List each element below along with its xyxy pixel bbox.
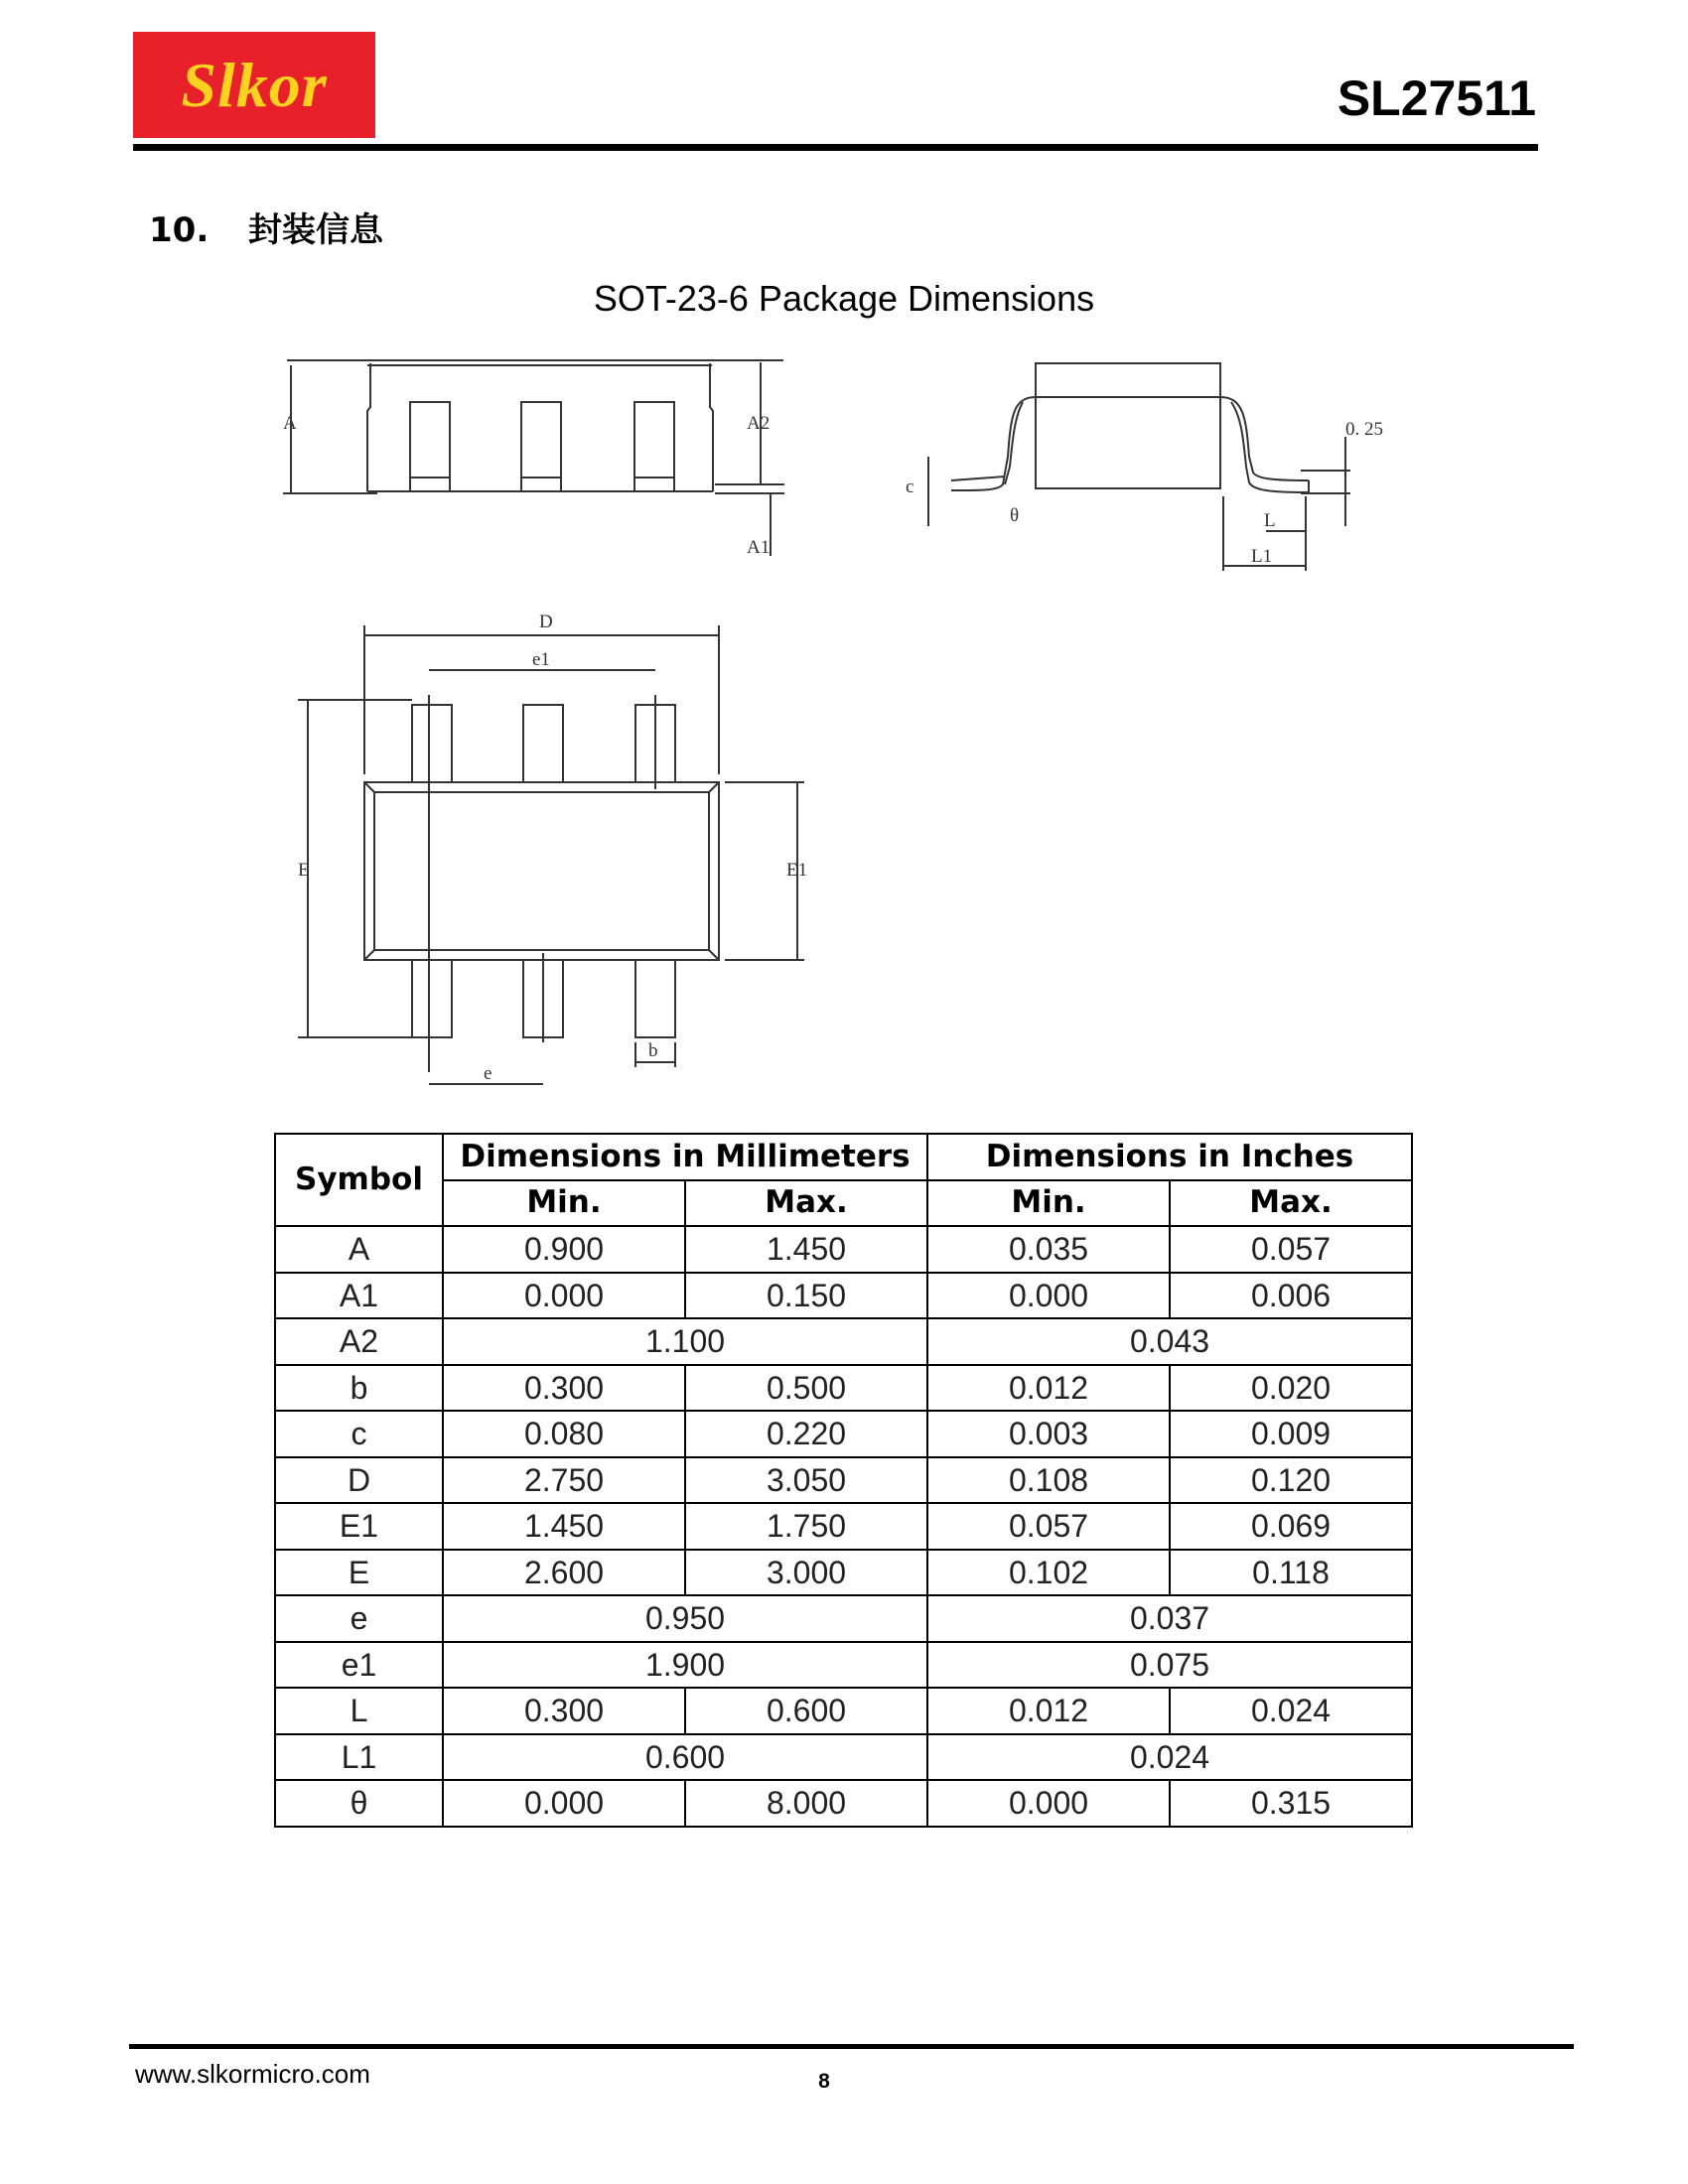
table-row: [275, 1273, 1412, 1319]
label-e1: e1: [532, 649, 550, 670]
in-min-cell: 0.057: [927, 1503, 1170, 1550]
symbol-cell: A2: [275, 1318, 443, 1365]
mm-max-cell: 3.050: [685, 1457, 927, 1504]
mm-min-cell: 2.750: [443, 1457, 685, 1504]
mm-nominal-cell: 1.900: [443, 1642, 927, 1689]
in-max-cell: 0.009: [1170, 1411, 1412, 1457]
label-theta: θ: [1010, 505, 1020, 526]
table-row: [275, 1734, 1412, 1781]
label-e: e: [484, 1063, 492, 1084]
in-nominal-cell: 0.024: [927, 1734, 1412, 1781]
mm-min-cell: 1.450: [443, 1503, 685, 1550]
label-E: E: [298, 860, 310, 881]
label-D: D: [539, 612, 553, 632]
top-view: [298, 625, 804, 1084]
table-header-row: [275, 1134, 1412, 1180]
in-min-cell: 0.000: [927, 1780, 1170, 1827]
in-min-cell: 0.012: [927, 1688, 1170, 1734]
slkor-logo: [133, 32, 375, 138]
symbol-cell: A: [275, 1226, 443, 1273]
mm-nominal-cell: 0.600: [443, 1734, 927, 1781]
symbol-cell: c: [275, 1411, 443, 1457]
symbol-cell: θ: [275, 1780, 443, 1827]
mm-min-cell: 0.900: [443, 1226, 685, 1273]
mm-max-cell: 0.150: [685, 1273, 927, 1319]
in-max-cell: 0.057: [1170, 1226, 1412, 1273]
in-nominal-cell: 0.037: [927, 1595, 1412, 1642]
footer-divider: [129, 2044, 1574, 2049]
in-nominal-cell: 0.043: [927, 1318, 1412, 1365]
symbol-cell: L: [275, 1688, 443, 1734]
table-subheader-row: [275, 1180, 1412, 1227]
table-row: [275, 1365, 1412, 1412]
table-row: [275, 1503, 1412, 1550]
mm-max-cell: 0.600: [685, 1688, 927, 1734]
table-row: [275, 1780, 1412, 1827]
table-row: [275, 1411, 1412, 1457]
mm-min-cell: 0.000: [443, 1780, 685, 1827]
part-number: SL27511: [1336, 70, 1536, 126]
footer-url: www.slkormicro.com: [135, 2059, 370, 2089]
label-L: L: [1264, 510, 1276, 531]
table-row: [275, 1550, 1412, 1596]
label-A1: A1: [747, 537, 771, 558]
symbol-cell: e1: [275, 1642, 443, 1689]
in-max-cell: 0.069: [1170, 1503, 1412, 1550]
in-max-cell: 0.315: [1170, 1780, 1412, 1827]
page-number: 8: [818, 2070, 830, 2093]
in-min-cell: 0.003: [927, 1411, 1170, 1457]
label-L1: L1: [1251, 546, 1273, 567]
table-row: [275, 1688, 1412, 1734]
package-drawing: [0, 338, 1688, 1102]
in-min-cell: 0.012: [927, 1365, 1170, 1412]
in-min-header: Min.: [927, 1180, 1170, 1227]
symbol-cell: L1: [275, 1734, 443, 1781]
section-title: 封装信息: [248, 210, 383, 250]
logo-text: Slkor: [181, 49, 328, 120]
table-row: [275, 1642, 1412, 1689]
header-divider: [133, 144, 1538, 151]
mm-header: Dimensions in Millimeters: [443, 1134, 927, 1180]
table-row: [275, 1318, 1412, 1365]
symbol-cell: D: [275, 1457, 443, 1504]
label-gauge: 0. 25: [1345, 419, 1383, 440]
mm-max-cell: 0.220: [685, 1411, 927, 1457]
mm-min-cell: 0.000: [443, 1273, 685, 1319]
mm-max-cell: 0.500: [685, 1365, 927, 1412]
mm-max-cell: 3.000: [685, 1550, 927, 1596]
side-view: [283, 360, 784, 556]
in-min-cell: 0.102: [927, 1550, 1170, 1596]
in-nominal-cell: 0.075: [927, 1642, 1412, 1689]
symbol-cell: e: [275, 1595, 443, 1642]
mm-min-cell: 0.300: [443, 1688, 685, 1734]
mm-min-cell: 0.080: [443, 1411, 685, 1457]
label-A: A: [283, 413, 297, 434]
in-max-header: Max.: [1170, 1180, 1412, 1227]
symbol-cell: E1: [275, 1503, 443, 1550]
symbol-cell: E: [275, 1550, 443, 1596]
in-max-cell: 0.020: [1170, 1365, 1412, 1412]
mm-max-cell: 1.750: [685, 1503, 927, 1550]
table-body: [275, 1226, 1412, 1827]
in-min-cell: 0.108: [927, 1457, 1170, 1504]
figure-title: SOT-23-6 Package Dimensions: [593, 278, 1095, 319]
inch-header: Dimensions in Inches: [927, 1134, 1412, 1180]
in-max-cell: 0.118: [1170, 1550, 1412, 1596]
mm-max-cell: 8.000: [685, 1780, 927, 1827]
symbol-cell: A1: [275, 1273, 443, 1319]
label-b: b: [648, 1040, 658, 1061]
mm-min-cell: 0.300: [443, 1365, 685, 1412]
in-min-cell: 0.000: [927, 1273, 1170, 1319]
mm-nominal-cell: 1.100: [443, 1318, 927, 1365]
table-row: [275, 1457, 1412, 1504]
mm-min-header: Min.: [443, 1180, 685, 1227]
in-max-cell: 0.024: [1170, 1688, 1412, 1734]
mm-min-cell: 2.600: [443, 1550, 685, 1596]
mm-nominal-cell: 0.950: [443, 1595, 927, 1642]
table-row: [275, 1595, 1412, 1642]
mm-max-cell: 1.450: [685, 1226, 927, 1273]
dimensions-table: [274, 1133, 1413, 1828]
table-row: [275, 1226, 1412, 1273]
mm-max-header: Max.: [685, 1180, 927, 1227]
label-A2: A2: [747, 413, 771, 434]
section-heading: [149, 203, 383, 251]
in-max-cell: 0.006: [1170, 1273, 1412, 1319]
label-E1: E1: [786, 860, 808, 881]
in-min-cell: 0.035: [927, 1226, 1170, 1273]
label-c: c: [906, 477, 914, 497]
section-number: 10.: [149, 210, 210, 250]
profile-view: [928, 363, 1350, 571]
symbol-cell: b: [275, 1365, 443, 1412]
symbol-header: Symbol: [275, 1134, 443, 1226]
in-max-cell: 0.120: [1170, 1457, 1412, 1504]
